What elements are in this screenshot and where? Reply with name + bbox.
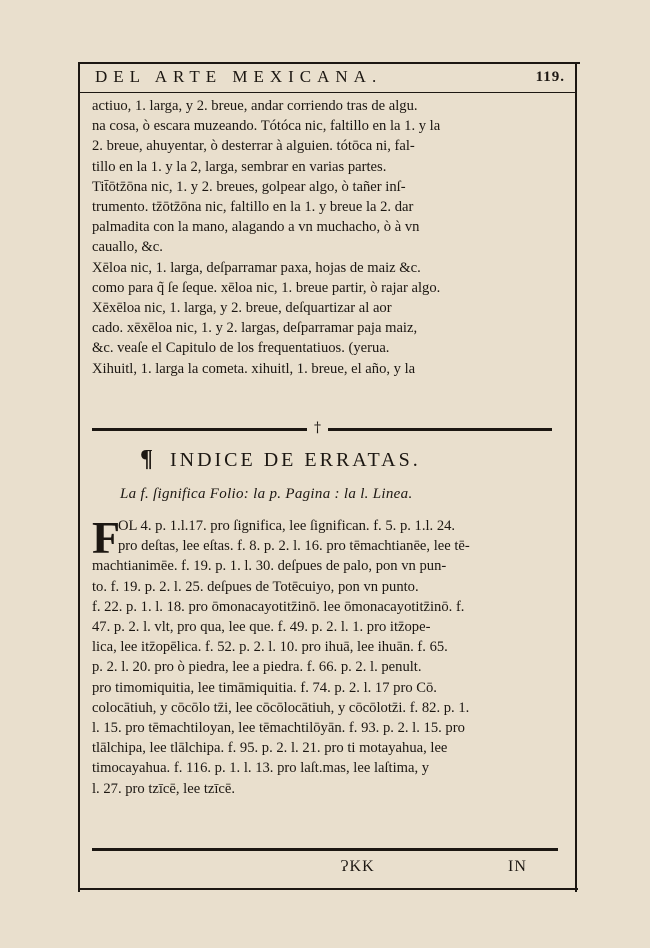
header-rule: [80, 92, 575, 93]
divider-ornament-icon: †: [314, 420, 321, 436]
errata-line: colocātiuh, y cōcōlo tz̄i, lee cōcōlocātiuh, y cōcōlotz̄i. f. 82. p. 1.: [92, 699, 470, 716]
divider-bar-left: [92, 428, 307, 431]
errata-line: pro timomiquitia, lee timāmiquitia. f. 74. p. 2. l. 17 pro Cō.: [92, 679, 437, 696]
text-line: Xēxēloa nic, 1. larga, y 2. breue, deſquartizar al aor: [92, 300, 392, 317]
frame-left-rule: [78, 62, 80, 892]
text-line: cauallo, &c.: [92, 239, 163, 256]
signature-mark: ɁKK: [340, 858, 375, 875]
text-line: como para q̃ ſe ſeque. xēloa nic, 1. breue partir, ò rajar algo.: [92, 279, 441, 296]
errata-line: f. 22. p. 1. l. 18. pro ōmonacayotitz̄inō. lee ōmonacayotitz̄inō. f.: [92, 598, 465, 615]
text-line: actiuo, 1. larga, y 2. breue, andar corriendo tras de algu.: [92, 98, 418, 114]
page-number: 119.: [535, 68, 565, 85]
errata-line: l. 15. pro tēmachtiloyan, lee tēmachtilōyān. f. 93. p. 2. l. 15. pro: [92, 720, 465, 737]
errata-line: to. f. 19. p. 2. l. 25. deſpues de Totēcuiyo, pon vn punto.: [92, 578, 419, 595]
text-line: &c. veaſe el Capitulo de los frequentatiuos. (yerua.: [92, 340, 390, 357]
errata-line: 47. p. 2. l. vlt, pro qua, lee que. f. 49. p. 2. l. 1. pro itz̄ope-: [92, 619, 431, 636]
text-line: 2. breue, ahuyentar, ò desterrar à alguien. tótōca ni, fal-: [92, 138, 415, 155]
errata-line: machtianimēe. f. 19. p. 1. l. 30. deſpues de palo, pon vn pun-: [92, 558, 447, 575]
ornamental-divider: [92, 420, 552, 436]
frame-bottom-rule: [78, 888, 578, 890]
errata-line: OL 4. p. 1.l.17. pro ſignifica, lee ſignifican. f. 5. p. 1.l. 24.: [118, 518, 456, 534]
pilcrow-icon: ¶: [140, 446, 156, 472]
footer-rule: [92, 848, 558, 851]
text-line: trumento. tz̄ōtz̄ōna nic, faltillo en la 1. y breue la 2. dar: [92, 199, 414, 216]
text-line: na cosa, ò escara muzeando. Tótóca nic, faltillo en la 1. y la: [92, 118, 441, 135]
errata-line: p. 2. l. 20. pro ò piedra, lee a piedra. f. 66. p. 2. l. penult.: [92, 659, 422, 676]
catchword: IN: [508, 858, 527, 875]
frame-right-rule: [575, 62, 577, 892]
text-line: Xēloa nic, 1. larga, deſparramar paxa, hojas de maiz &c.: [92, 259, 421, 276]
errata-line: tlālchipa, lee tlālchipa. f. 95. p. 2. l. 21. pro ti motayahua, lee: [92, 740, 448, 757]
running-title: DEL ARTE MEXICANA.: [95, 67, 383, 86]
drop-cap: F: [92, 512, 121, 563]
errata-heading: [140, 446, 560, 473]
errata-line: timocayahua. f. 116. p. 1. l. 13. pro laſt.mas, lee laſtima, y: [92, 760, 430, 777]
text-line: Tit̄ōtz̄ōna nic, 1. y 2. breues, golpear algo, ò tañer inſ-: [92, 178, 406, 195]
errata-title: INDICE DE ERRATAS.: [169, 449, 421, 471]
text-line: cado. xēxēloa nic, 1. y 2. largas, deſparramar paja maiz,: [92, 320, 418, 337]
running-header: [95, 64, 565, 90]
body-text: [92, 96, 562, 379]
errata-line: l. 27. pro tzīcē, lee tzīcē.: [92, 780, 236, 797]
divider-bar-right: [328, 428, 552, 431]
abbreviation-legend: La f. ſignifica Folio: la p. Pagina : la l. Linea.: [120, 486, 413, 502]
text-line: Xihuitl, 1. larga la cometa. xihuitl, 1. breue, el año, y la: [92, 360, 416, 377]
errata-line: lica, lee itz̄opēlica. f. 52. p. 2. l. 10. pro ihuā, lee ihuān. f. 65.: [92, 639, 448, 656]
text-line: tillo en la 1. y la 2, larga, sembrar en varias partes.: [92, 158, 387, 175]
errata-line: pro deſtas, lee eſtas. f. 8. p. 2. l. 16. pro tēmachtianēe, lee tē-: [118, 538, 470, 555]
text-line: palmadita con la mano, alagando a vn muchacho, ò à vn: [92, 219, 420, 236]
errata-list: [92, 512, 562, 799]
